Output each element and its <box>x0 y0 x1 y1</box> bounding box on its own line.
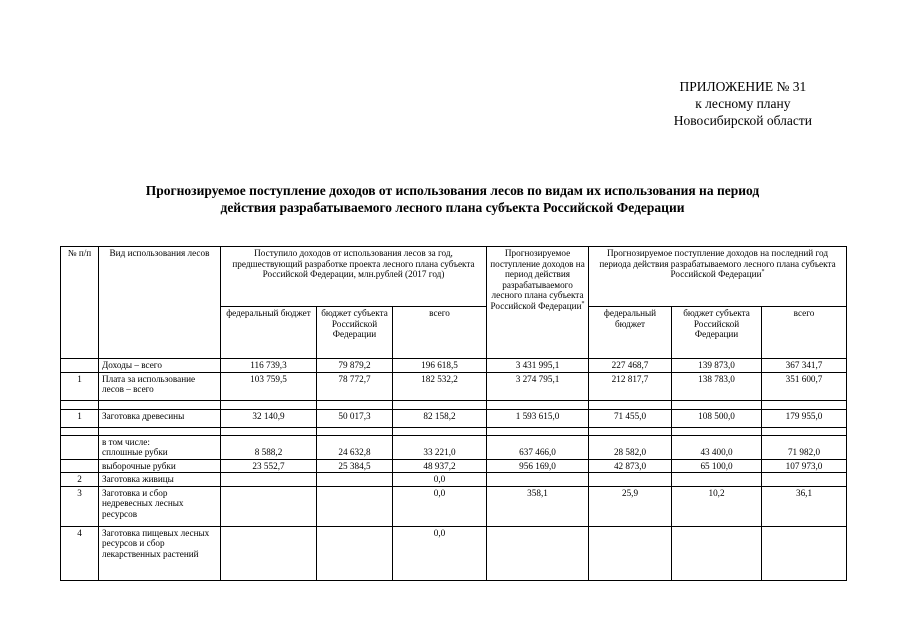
cell-fed2: 227 468,7 <box>589 359 672 373</box>
cell-fed2: 25,9 <box>589 486 672 526</box>
cell-period: 3 431 995,1 <box>487 359 589 373</box>
spacer-row <box>61 427 847 435</box>
title-line-1: Прогнозируемое поступление доходов от использования лесов по видам их использования на период <box>145 183 760 198</box>
header-federal: федеральный бюджет <box>221 307 317 359</box>
cell-num: 4 <box>61 526 99 580</box>
cell-period: 1 593 615,0 <box>487 409 589 427</box>
cell-fed2: 212 817,7 <box>589 372 672 400</box>
income-table <box>60 246 847 581</box>
cell-fed2: 28 582,0 <box>589 435 672 459</box>
cell-subj2: 108 500,0 <box>672 409 762 427</box>
cell-subj2 <box>672 473 762 487</box>
header-total-2: всего <box>762 307 847 359</box>
cell-name: выборочные рубки <box>99 459 221 473</box>
appendix-number: ПРИЛОЖЕНИЕ № 31 <box>679 79 807 94</box>
cell-total: 48 937,2 <box>393 459 487 473</box>
table-row <box>61 526 847 580</box>
cell-fed: 116 739,3 <box>221 359 317 373</box>
cell-total: 196 618,5 <box>393 359 487 373</box>
cell-total2: 107 973,0 <box>762 459 847 473</box>
cell-total2 <box>762 526 847 580</box>
cell-name: Заготовка живицы <box>99 473 221 487</box>
cell-total2: 36,1 <box>762 486 847 526</box>
cell-total2: 351 600,7 <box>762 372 847 400</box>
cell-fed: 23 552,7 <box>221 459 317 473</box>
cell-subj: 50 017,3 <box>317 409 393 427</box>
header-prev-year: Поступило доходов от использования лесов за год, предшествующий разработке проекта лесного плана субъекта Российской Федерации, млн.рублей (2017 год) <box>221 247 487 307</box>
cell-fed2 <box>589 473 672 487</box>
header-row-1 <box>61 247 847 307</box>
header-total: всего <box>393 307 487 359</box>
cell-total2: 367 341,7 <box>762 359 847 373</box>
cell-name: Заготовка древесины <box>99 409 221 427</box>
title-line-2: действия разрабатываемого лесного плана субъекта Российской Федерации <box>220 200 685 215</box>
cell-name <box>99 435 221 459</box>
header-type: Вид использования лесов <box>99 247 221 359</box>
header-forecast-period <box>487 247 589 359</box>
footnote-mark: * <box>761 268 765 275</box>
table-row <box>61 359 847 373</box>
cell-subj2: 43 400,0 <box>672 435 762 459</box>
cell-name-text: сплошные рубки <box>102 447 168 457</box>
table-row <box>61 372 847 400</box>
table-row <box>61 409 847 427</box>
cell-num: 1 <box>61 372 99 400</box>
cell-fed <box>221 526 317 580</box>
cell-name: Заготовка пищевых лесных ресурсов и сбор лекарственных растений <box>99 526 221 580</box>
cell-subj2: 138 783,0 <box>672 372 762 400</box>
cell-subj: 25 384,5 <box>317 459 393 473</box>
cell-fed2: 71 455,0 <box>589 409 672 427</box>
header-num: № п/п <box>61 247 99 359</box>
cell-period <box>487 526 589 580</box>
header-subject-budget: бюджет субъекта Российской Федерации <box>317 307 393 359</box>
cell-num <box>61 359 99 373</box>
header-forecast-period-text: Прогнозируемое поступление доходов на период действия разрабатываемого лесного плана субъекта Российской Федерации <box>490 248 585 311</box>
header-forecast-last-year-text: Прогнозируемое поступление доходов на последний год периода действия разрабатываемого лесного плана субъекта Российской Федерации <box>599 248 836 279</box>
cell-total2 <box>762 473 847 487</box>
table-row <box>61 435 847 459</box>
appendix-block <box>674 78 812 129</box>
cell-subj2 <box>672 526 762 580</box>
cell-total2: 71 982,0 <box>762 435 847 459</box>
header-subject-budget-2: бюджет субъекта Российской Федерации <box>672 307 762 359</box>
table-row <box>61 459 847 473</box>
cell-name-prefix: в том числе: <box>102 436 150 447</box>
cell-total: 82 158,2 <box>393 409 487 427</box>
cell-fed <box>221 486 317 526</box>
cell-name: Заготовка и сбор недревесных лесных ресурсов <box>99 486 221 526</box>
cell-period: 956 169,0 <box>487 459 589 473</box>
cell-subj <box>317 526 393 580</box>
cell-subj2: 65 100,0 <box>672 459 762 473</box>
cell-fed: 103 759,5 <box>221 372 317 400</box>
spacer-row <box>61 400 847 409</box>
appendix-ref: к лесному плану <box>695 96 791 111</box>
cell-period <box>487 473 589 487</box>
cell-fed: 32 140,9 <box>221 409 317 427</box>
cell-name: Плата за использование лесов – всего <box>99 372 221 400</box>
cell-total: 33 221,0 <box>393 435 487 459</box>
cell-subj: 79 879,2 <box>317 359 393 373</box>
cell-total: 0,0 <box>393 526 487 580</box>
cell-name: Доходы – всего <box>99 359 221 373</box>
cell-total: 0,0 <box>393 473 487 487</box>
cell-total: 0,0 <box>393 486 487 526</box>
cell-subj <box>317 486 393 526</box>
cell-num: 1 <box>61 409 99 427</box>
header-forecast-last-year <box>589 247 847 307</box>
cell-period: 3 274 795,1 <box>487 372 589 400</box>
cell-total2: 179 955,0 <box>762 409 847 427</box>
table-row <box>61 486 847 526</box>
cell-subj: 24 632,8 <box>317 435 393 459</box>
cell-period: 637 466,0 <box>487 435 589 459</box>
cell-period: 358,1 <box>487 486 589 526</box>
cell-fed2: 42 873,0 <box>589 459 672 473</box>
cell-fed: 8 588,2 <box>221 435 317 459</box>
footnote-mark: * <box>581 300 585 307</box>
cell-subj2: 139 873,0 <box>672 359 762 373</box>
cell-num <box>61 435 99 459</box>
table-row <box>61 473 847 487</box>
appendix-region: Новосибирской области <box>673 113 812 128</box>
header-federal-2: федеральный бюджет <box>589 307 672 359</box>
page-title <box>60 182 845 216</box>
cell-fed <box>221 473 317 487</box>
cell-num: 3 <box>61 486 99 526</box>
cell-fed2 <box>589 526 672 580</box>
cell-num: 2 <box>61 473 99 487</box>
cell-subj2: 10,2 <box>672 486 762 526</box>
cell-subj <box>317 473 393 487</box>
cell-subj: 78 772,7 <box>317 372 393 400</box>
cell-total: 182 532,2 <box>393 372 487 400</box>
cell-num <box>61 459 99 473</box>
